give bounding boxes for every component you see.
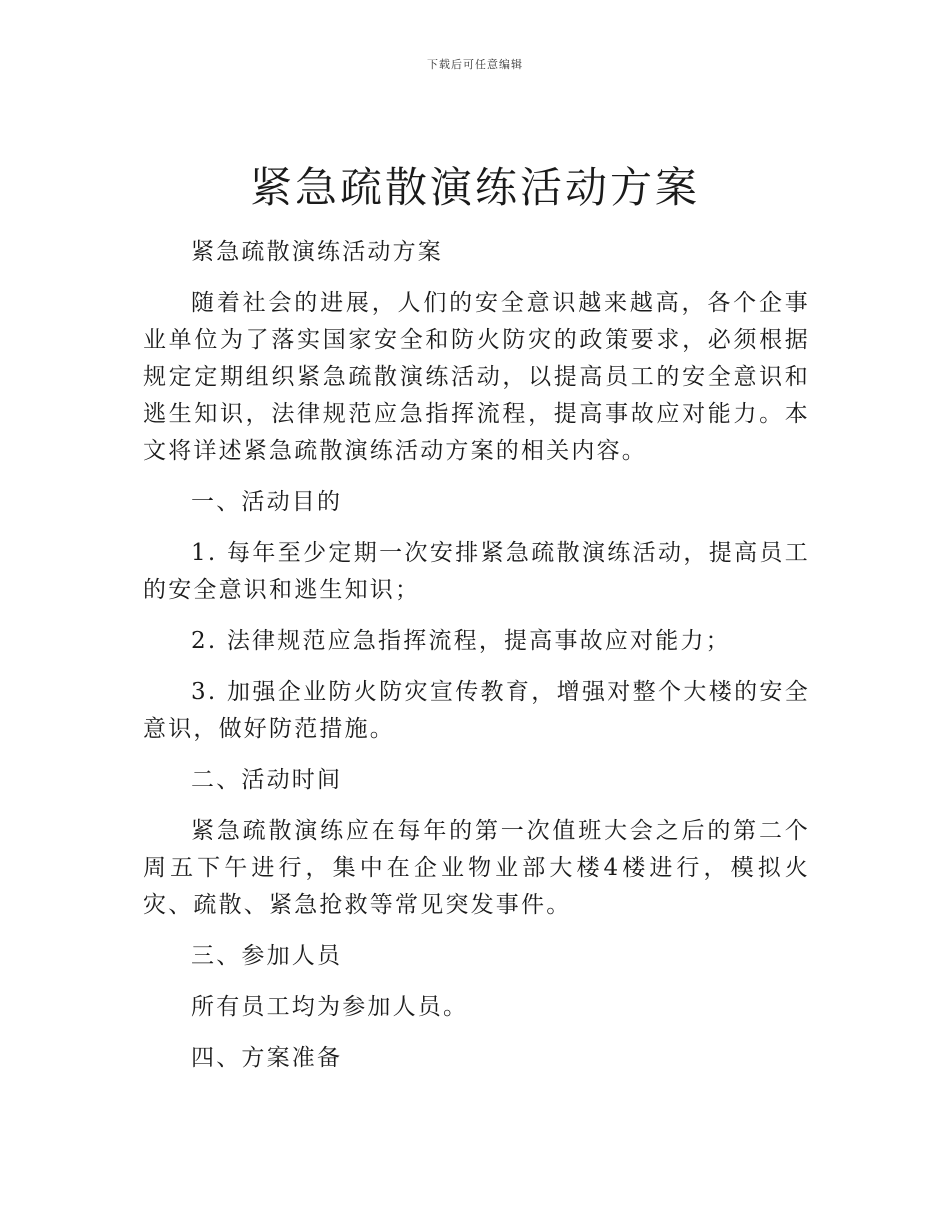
header-note: 下载后可任意编辑 (427, 58, 523, 71)
section-heading-participants: 三、参加人员 (191, 943, 343, 969)
document-title: 紧急疏散演练活动方案 (249, 163, 700, 212)
participants-paragraph: 所有员工均为参加人员。 (191, 994, 469, 1020)
list-item-2: 2. 法律规范应急指挥流程，提高事故应对能力； (191, 628, 731, 654)
intro-paragraph: 随着社会的进展，人们的安全意识越来越高，各个企事业单位为了落实国家安全和防火防灾的政策要求，必须根据规定定期组织紧急疏散演练活动，以提高员工的安全意识和逃生知识，法律规范应急指挥流程，提高事故应对能力。本文将详述紧急疏散演练活动方案的相关内容。 (143, 290, 810, 464)
list-item-3: 3. 加强企业防火防灾宣传教育，增强对整个大楼的安全意识，做好防范措施。 (143, 679, 810, 742)
document-body (143, 234, 810, 1091)
time-paragraph: 紧急疏散演练应在每年的第一次值班大会之后的第二个周五下午进行，集中在企业物业部大楼4楼进行，模拟火灾、疏散、紧急抢救等常见突发事件。 (143, 818, 810, 918)
list-item-1: 1. 每年至少定期一次安排紧急疏散演练活动，提高员工的安全意识和逃生知识； (143, 540, 810, 603)
section-heading-preparation: 四、方案准备 (191, 1045, 343, 1071)
section-heading-purpose: 一、活动目的 (191, 489, 343, 515)
section-heading-time: 二、活动时间 (191, 767, 343, 793)
subtitle-paragraph: 紧急疏散演练活动方案 (191, 239, 443, 265)
